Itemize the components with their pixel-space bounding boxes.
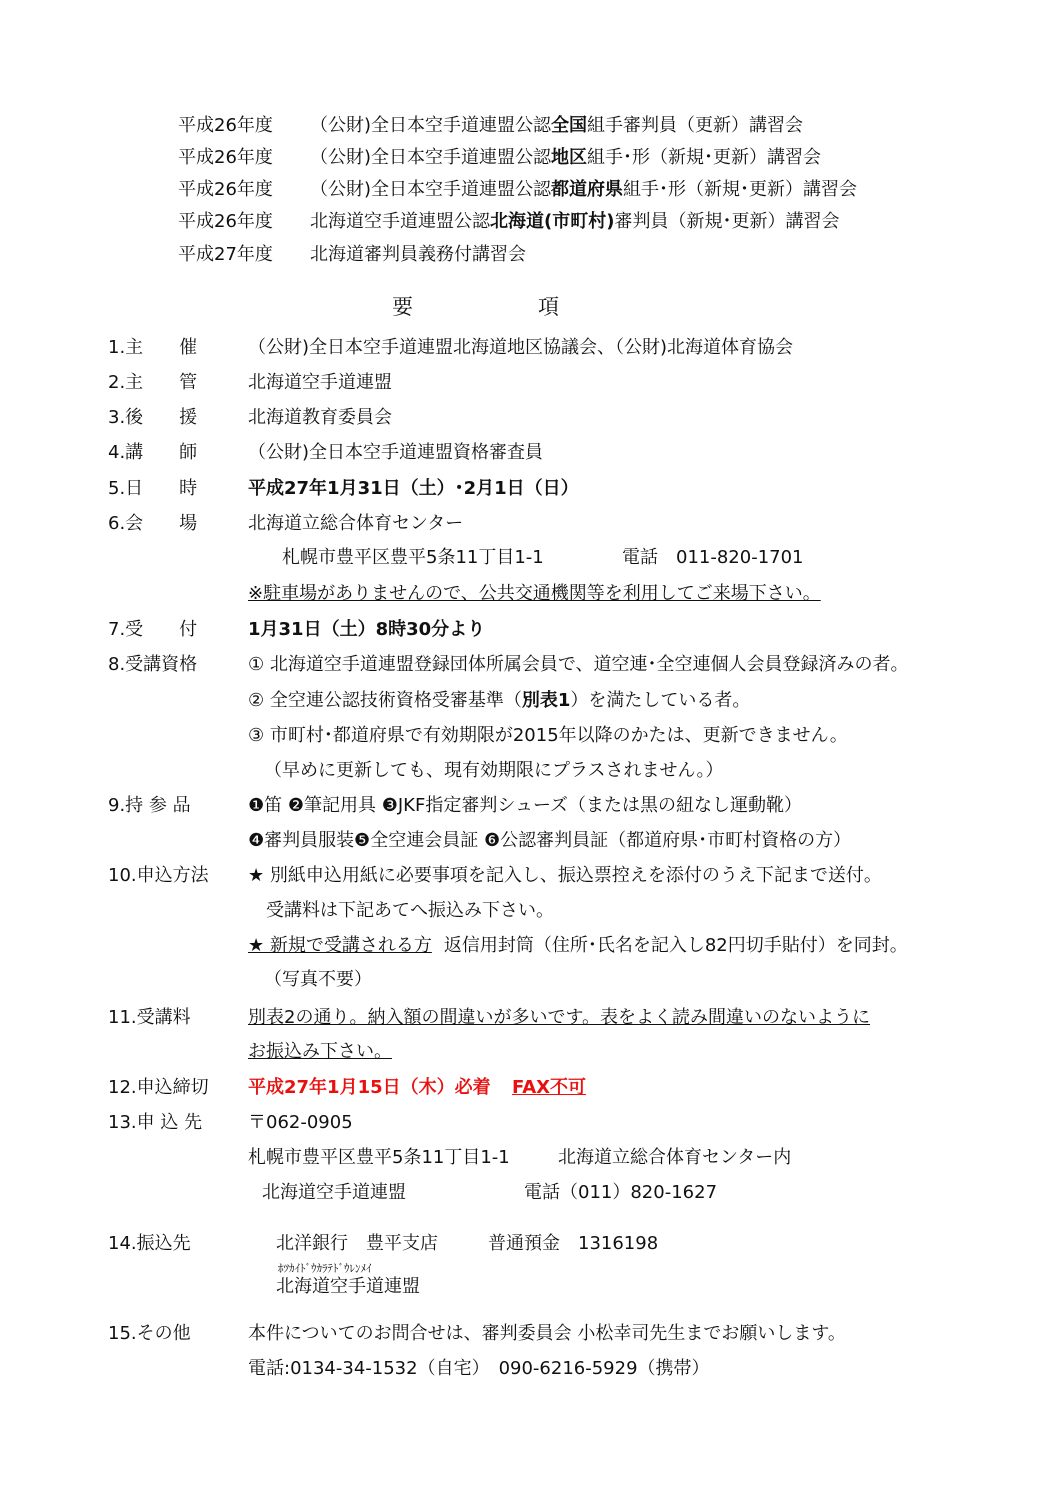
photo-note: （写真不要）: [264, 969, 372, 990]
item-label: 7.受 付: [108, 619, 198, 640]
item-text: （公財)全日本空手道連盟北海道地区協議会、（公財)北海道体育協会: [248, 337, 794, 358]
belongings-1: ❶笛 ❷筆記用具 ❸JKF指定審判シューズ（または黒の紐なし運動靴）: [248, 795, 803, 816]
page-title: [392, 295, 559, 319]
item-label: 9.持 参 品: [108, 795, 191, 816]
deadline: 平成27年1月15日（木）必着: [248, 1077, 491, 1098]
account-name-kana: ﾎﾂｶｲﾄﾞｳｶﾗﾃﾄﾞｳﾚﾝﾒｲ: [278, 1262, 372, 1275]
bank-branch: 北洋銀行 豊平支店: [276, 1233, 438, 1254]
header-line: [310, 210, 839, 234]
qualification-2-post: ）を満たしている者。: [570, 690, 751, 711]
new-applicant-note: ★ 新規で受講される方: [248, 935, 432, 956]
table-1-ref: 別表1: [521, 690, 571, 711]
venue-name: 北海道立総合体育センター: [248, 513, 464, 534]
applicant-tel: 電話（011）820-1627: [524, 1182, 718, 1203]
application-method-3: [248, 934, 908, 958]
applicant-venue: 北海道立総合体育センター内: [558, 1147, 792, 1168]
header-pre: （公財)全日本空手道連盟公認: [310, 115, 552, 136]
item-text: （公財)全日本空手道連盟資格審査員: [248, 442, 544, 463]
parking-note: ※駐車場がありませんので、公共交通機関等を利用してご来場下さい。: [248, 583, 821, 604]
item-label: 6.会 場: [108, 513, 198, 534]
header-pre: 北海道審判員義務付講習会: [310, 244, 526, 265]
item-label: 5.日 時: [108, 478, 198, 499]
qualification-2: [248, 689, 750, 713]
title-right: 項: [538, 295, 559, 319]
title-left: 要: [392, 295, 413, 319]
fee-note-1: 別表2の通り。納入額の間違いが多いです。表をよく読み間違いのないように: [248, 1007, 871, 1028]
header-pre: （公財)全日本空手道連盟公認: [310, 147, 552, 168]
header-post: 組手･形（新規･更新）講習会: [623, 179, 858, 200]
qualification-1: ① 北海道空手道連盟登録団体所属会員で、道空連･全空連個人会員登録済みの者。: [248, 654, 909, 675]
return-envelope-note: 返信用封筒（住所･氏名を記入し82円切手貼付）を同封。: [443, 935, 908, 956]
header-bold: 都道府県: [551, 179, 624, 200]
applicant-address: 札幌市豊平区豊平5条11丁目1-1: [248, 1147, 510, 1168]
qualification-3: ③ 市町村･都道府県で有効期限が2015年以降のかたは、更新できません。: [248, 725, 848, 746]
qualification-2-pre: ② 全空連公認技術資格受審基準（: [248, 690, 522, 711]
header-year: 平成26年度: [178, 211, 273, 232]
header-post: 審判員（新規･更新）講習会: [614, 211, 840, 232]
header-year: 平成26年度: [178, 115, 273, 136]
belongings-2: ❹審判員服装❺全空連会員証 ❻公認審判員証（都道府県･市町村資格の方）: [248, 830, 852, 851]
postal-code: 〒062-0905: [248, 1112, 353, 1133]
item-label: 14.振込先: [108, 1233, 191, 1254]
header-year: 平成27年度: [178, 244, 273, 265]
fee-note-2: お振込み下さい。: [248, 1041, 392, 1062]
fax-not-accepted: FAX不可: [512, 1077, 587, 1098]
item-label: 4.講 師: [108, 442, 198, 463]
item-label: 8.受講資格: [108, 654, 198, 675]
reception-time: 1月31日（土）8時30分より: [248, 619, 486, 640]
header-line: [310, 178, 857, 202]
applicant-org: 北海道空手道連盟: [262, 1182, 406, 1203]
header-post: 組手審判員（更新）講習会: [587, 115, 804, 136]
item-label: 1.主 催: [108, 337, 198, 358]
bank-account: 普通預金 1316198: [488, 1233, 659, 1254]
venue-tel: 電話 011-820-1701: [622, 547, 804, 568]
item-label: 12.申込締切: [108, 1077, 209, 1098]
header-line: [310, 114, 803, 138]
header-bold: 全国: [551, 115, 588, 136]
header-bold: 地区: [551, 147, 588, 168]
item-label: 3.後 援: [108, 407, 198, 428]
application-method-1: ★ 別紙申込用紙に必要事項を記入し、振込票控えを添付のうえ下記まで送付。: [248, 865, 882, 886]
header-line: [310, 243, 526, 267]
header-year: 平成26年度: [178, 179, 273, 200]
qualification-note: （早めに更新しても、現有効期限にプラスされません。）: [264, 760, 724, 781]
item-text: 北海道教育委員会: [248, 407, 392, 428]
header-year: 平成26年度: [178, 147, 273, 168]
header-bold: 北海道(市町村): [490, 211, 615, 232]
item-label: 2.主 管: [108, 372, 198, 393]
account-name: 北海道空手道連盟: [276, 1276, 420, 1297]
venue-address: 札幌市豊平区豊平5条11丁目1-1: [282, 547, 544, 568]
item-label: 11.受講料: [108, 1007, 191, 1028]
application-method-2: 受講料は下記あてへ振込み下さい。: [266, 900, 554, 921]
header-pre: 北海道空手道連盟公認: [310, 211, 490, 232]
item-label: 13.申 込 先: [108, 1112, 203, 1133]
event-date: 平成27年1月31日（土）･2月1日（日）: [248, 478, 579, 499]
header-line: [310, 146, 821, 170]
contact-phone: 電話:0134-34-1532（自宅） 090-6216-5929（携帯）: [248, 1358, 710, 1379]
item-text: 北海道空手道連盟: [248, 372, 392, 393]
item-label: 10.申込方法: [108, 865, 209, 886]
item-label: 15.その他: [108, 1323, 191, 1344]
contact-note: 本件についてのお問合せは、審判委員会 小松幸司先生までお願いします。: [248, 1323, 846, 1344]
header-pre: （公財)全日本空手道連盟公認: [310, 179, 552, 200]
header-post: 組手･形（新規･更新）講習会: [587, 147, 822, 168]
